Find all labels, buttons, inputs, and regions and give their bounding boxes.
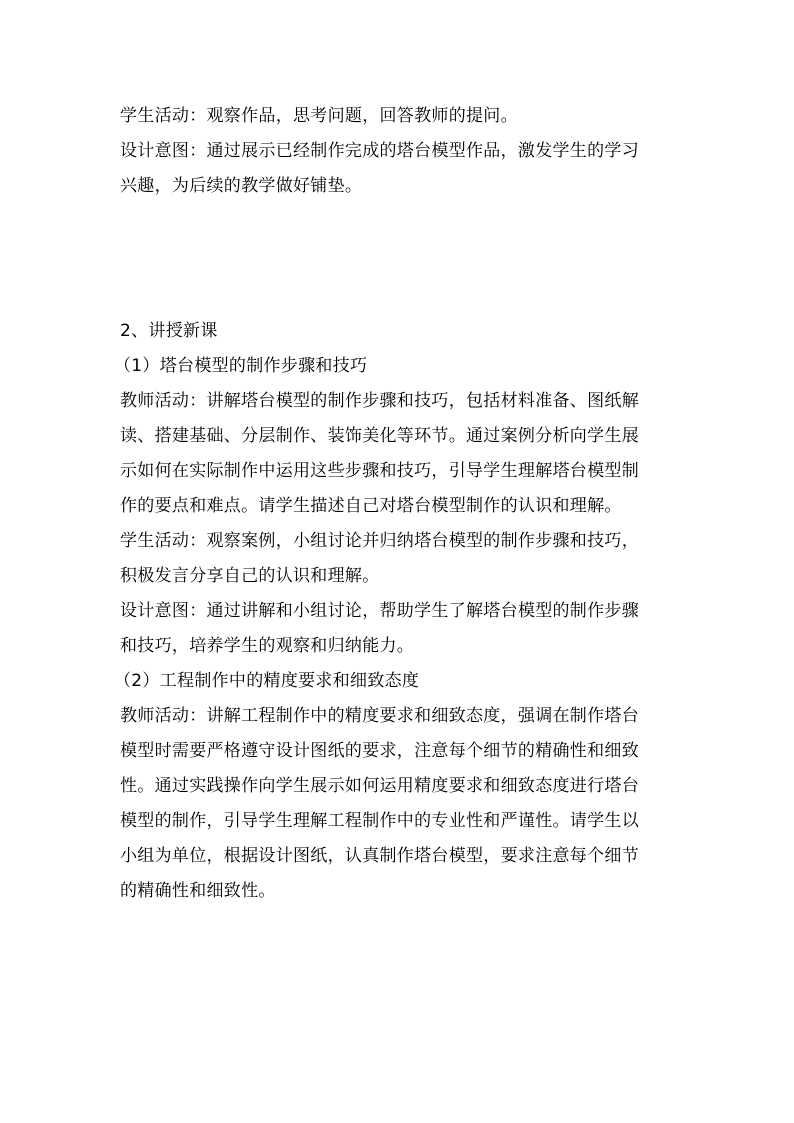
section-heading: 2、讲授新课 [120,321,218,341]
student-activity-text: 学生活动：观察作品，思考问题，回答教师的提问。 [120,106,518,126]
intro-block [120,99,680,204]
part1-student-line: 积极发言分享自己的认识和理解。 [120,566,380,586]
part2-teacher-line: 性。通过实践操作向学生展示如何运用精度要求和细致态度进行塔台 [120,776,639,796]
part1-student-line: 学生活动：观察案例，小组讨论并归纳塔台模型的制作步骤和技巧， [120,531,639,551]
part1-design-line: 设计意图：通过讲解和小组讨论，帮助学生了解塔台模型的制作步骤 [120,601,639,621]
design-intent-line: 设计意图：通过展示已经制作完成的塔台模型作品，激发学生的学习 [120,141,639,161]
design-intent-line: 兴趣，为后续的教学做好铺垫。 [120,176,363,196]
part1-teacher-line: 读、搭建基础、分层制作、装饰美化等环节。通过案例分析向学生展 [120,426,639,446]
part2-teacher-line: 小组为单位，根据设计图纸，认真制作塔台模型，要求注意每个细节 [120,846,639,866]
part2-teacher-line: 模型的制作，引导学生理解工程制作中的专业性和严谨性。请学生以 [120,811,639,831]
part1-teacher-line: 作的要点和难点。请学生描述自己对塔台模型制作的认识和理解。 [120,496,622,516]
section-2-block [114,314,680,909]
part2-teacher-line: 的精确性和细致性。 [120,881,276,901]
part2-title: （2）工程制作中的精度要求和细致态度 [114,671,420,691]
part1-teacher-line: 示如何在实际制作中运用这些步骤和技巧，引导学生理解塔台模型制 [120,461,639,481]
part1-title: （1）塔台模型的制作步骤和技巧 [114,356,368,376]
part2-teacher-line: 教师活动：讲解工程制作中的精度要求和细致态度，强调在制作塔台 [120,706,639,726]
part2-teacher-line: 模型时需要严格遵守设计图纸的要求，注意每个细节的精确性和细致 [120,741,639,761]
part1-design-line: 和技巧，培养学生的观察和归纳能力。 [120,636,415,656]
part1-teacher-line: 教师活动：讲解塔台模型的制作步骤和技巧，包括材料准备、图纸解 [120,391,639,411]
